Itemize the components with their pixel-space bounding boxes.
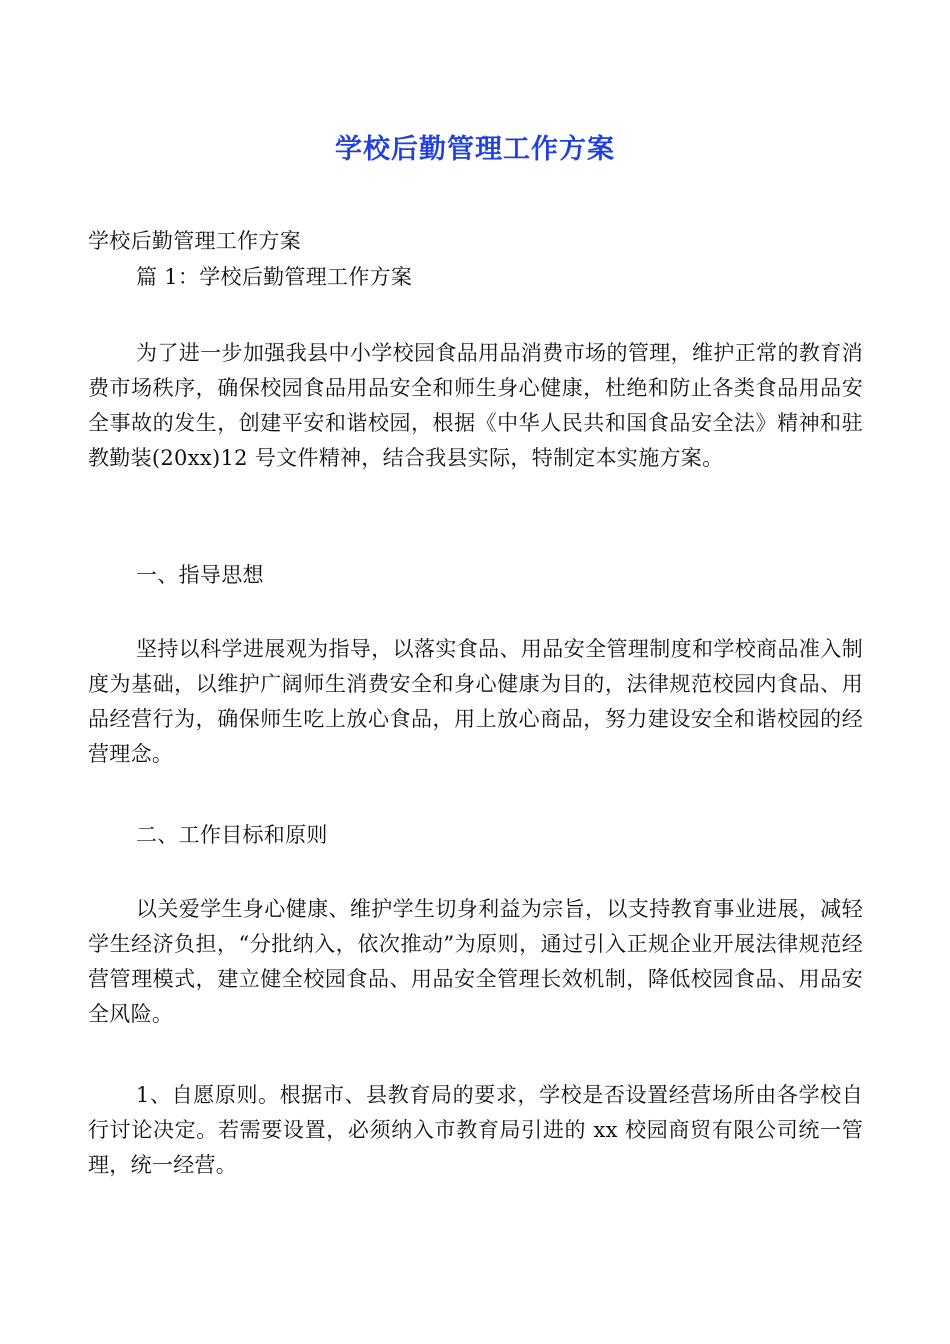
section-paragraph-guiding-ideology: 坚持以科学进展观为指导，以落实食品、用品安全管理制度和学校商品准入制度为基础，以维护广阔师生消费安全和身心健康为目的，法律规范校园内食品、用品经营行为，确保师生吃上放心食品，用上放心商品，努力建设安全和谐校园的经营理念。: [88, 637, 863, 766]
chapter-heading: 篇 1：学校后勤管理工作方案: [136, 265, 413, 289]
section-paragraph-goals-principles: 以关爱学生身心健康、维护学生切身利益为宗旨，以支持教育事业进展，减轻学生经济负担，“分批纳入，依次推动”为原则，通过引入正规企业开展法律规范经营管理模式，建立健全校园食品、用品安全管理长效机制，降低校园食品、用品安全风险。: [88, 897, 863, 1026]
document-title: 学校后勤管理工作方案: [335, 134, 615, 165]
document-subtitle: 学校后勤管理工作方案: [88, 229, 301, 253]
intro-paragraph: 为了进一步加强我县中小学校园食品用品消费市场的管理，维护正常的教育消费市场秩序，确保校园食品用品安全和师生身心健康，杜绝和防止各类食品用品安全事故的发生，创建平安和谐校园，根据《中华人民共和国食品安全法》精神和驻教勤装(20xx)12 号文件精神，结合我县实际，特制定本实施方案。: [88, 341, 863, 470]
section-heading-goals-principles: 二、工作目标和原则: [136, 823, 328, 847]
principle-voluntary-paragraph: 1、自愿原则。根据市、县教育局的要求，学校是否设置经营场所由各学校自行讨论决定。若需要设置，必须纳入市教育局引进的 xx 校园商贸有限公司统一管理，统一经营。: [88, 1083, 863, 1177]
section-heading-guiding-ideology: 一、指导思想: [136, 563, 264, 587]
